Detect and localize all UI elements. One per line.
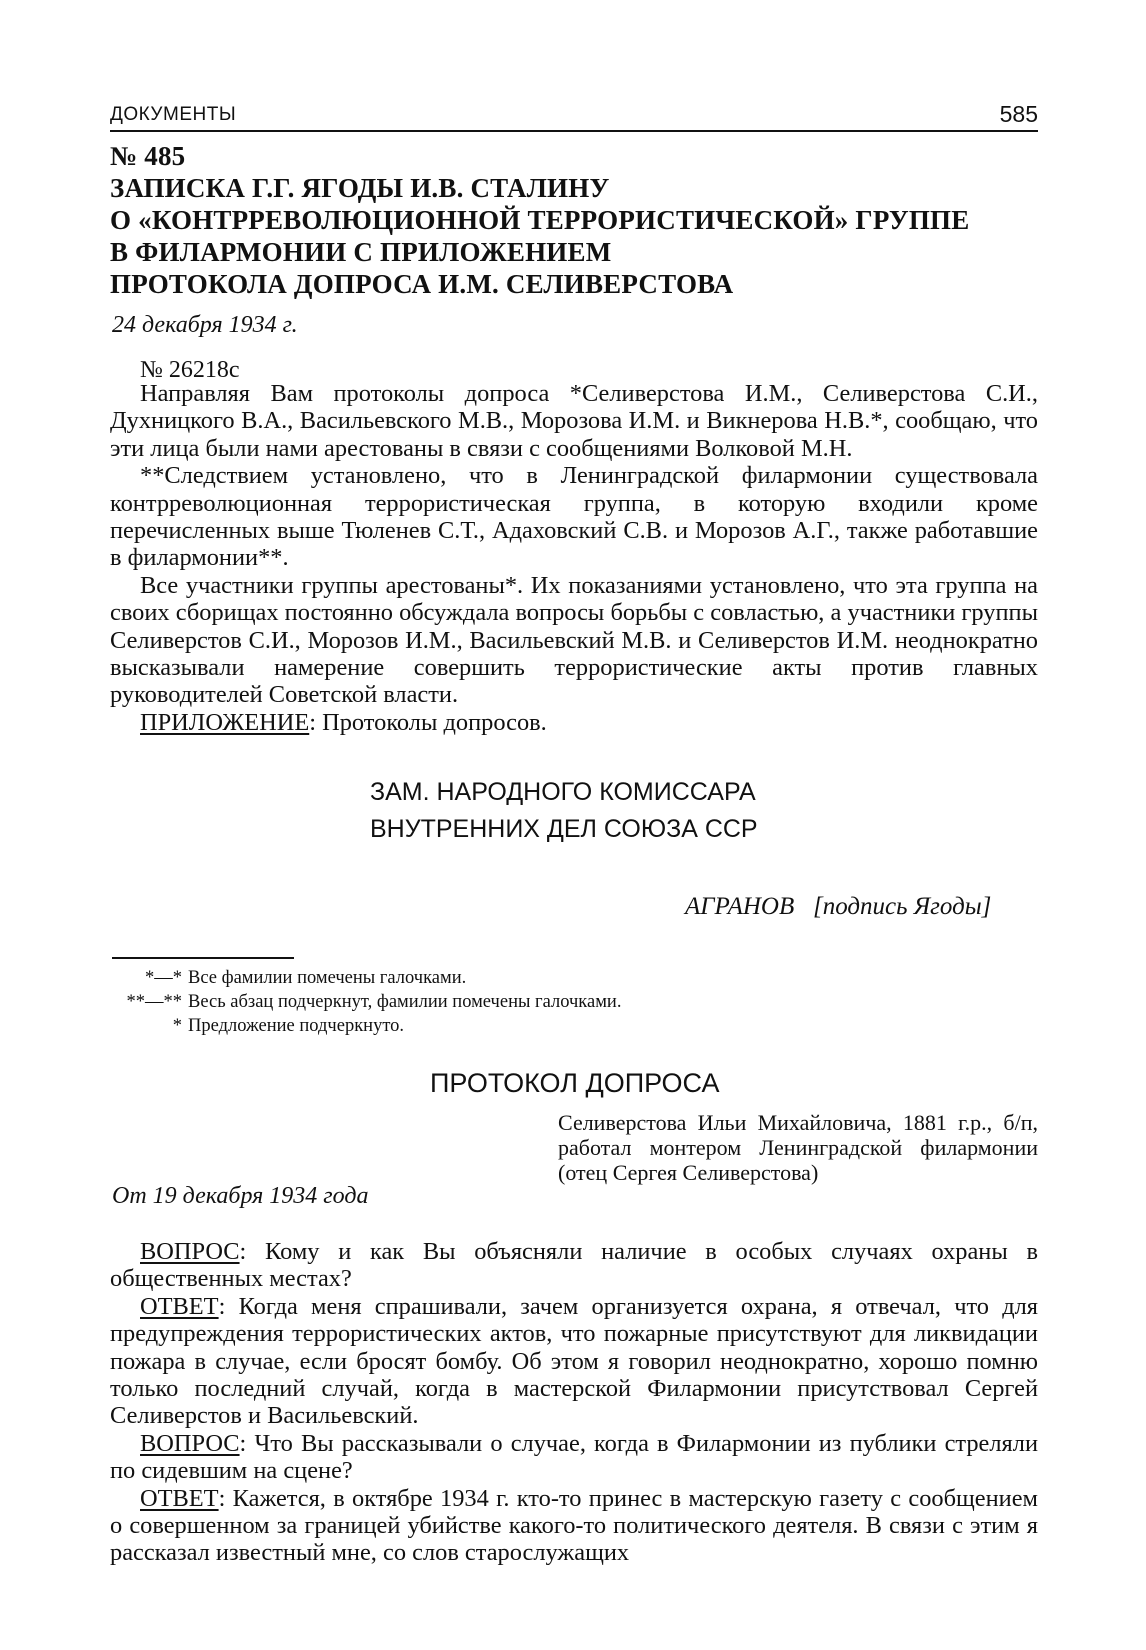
protocol-person: Селиверстова Ильи Михайловича, 1881 г.р., б/п, работал монтером Ленинградской филармонии (отец Сергея Селиверстова) xyxy=(558,1110,1038,1185)
qa-question xyxy=(110,1430,1038,1485)
signature-note xyxy=(800,893,991,920)
interrogation-body xyxy=(110,1238,1038,1567)
title-line: ПРОТОКОЛА ДОПРОСА И.М. СЕЛИВЕРСТОВА xyxy=(110,269,734,299)
footnote-mark: **—** xyxy=(126,992,182,1012)
protocol-title: ПРОТОКОЛ ДОПРОСА xyxy=(430,1068,720,1098)
appendix-label: ПРИЛОЖЕНИЕ xyxy=(140,708,310,736)
qa-answer xyxy=(110,1485,1038,1567)
qa-text: : Кажется, в октябре 1934 г. кто-то принес в мастерскую газету с сообщением о совершенном за границей убийстве какого-то политического деятеля. В связи с этим я рассказал известный мне, со слов старослужащих xyxy=(110,1484,1038,1567)
footnote-divider xyxy=(112,957,294,959)
qa-label: ВОПРОС xyxy=(140,1429,240,1457)
signature-title-1: ЗАМ. НАРОДНОГО КОМИССАРА xyxy=(370,778,756,806)
paragraph: Все участники группы арестованы*. Их показаниями установлено, что эта группа на своих сборищах постоянно обсуждала вопросы борьбы с совластью, а участники группы Селиверстов С.И., Морозов И.М., Васильевский М.В. и Селиверстов И.М. неоднократно высказывали намерение совершить террористические акты против главных руководителей Советской власти. xyxy=(110,571,1038,709)
protocol-date: От 19 декабря 1934 года xyxy=(112,1183,369,1209)
qa-text: : Что Вы рассказывали о случае, когда в Филармонии из публики стреляли по сидевшим на сцене? xyxy=(110,1429,1038,1485)
document-date: 24 декабря 1934 г. xyxy=(112,312,298,338)
paragraph: **Следствием установлено, что в Ленинградской филармонии существовала контрреволюционная террористическая группа, в которую входили кроме перечисленных выше Тюленев С.Т., Адаховский С.В. и Морозов А.Г., также работавшие в филармонии**. xyxy=(110,462,1038,572)
qa-text: : Кому и как Вы объясняли наличие в особых случаях охраны в общественных местах? xyxy=(110,1238,1038,1293)
signature-title-2: ВНУТРЕННИХ ДЕЛ СОЮЗА ССР xyxy=(370,815,758,843)
section-title: ДОКУМЕНТЫ xyxy=(110,104,237,125)
qa-label: ОТВЕТ xyxy=(140,1292,219,1320)
footnote xyxy=(112,990,621,1014)
memo-body xyxy=(110,380,1038,736)
document-heading xyxy=(110,140,1040,300)
footnote-text: Весь абзац подчеркнут, фамилии помечены галочками. xyxy=(188,992,622,1012)
footnote-text: Все фамилии помечены галочками. xyxy=(188,968,467,988)
reference-number: № 26218с xyxy=(140,357,240,383)
footnote-mark: * xyxy=(172,1016,182,1036)
qa-label: ВОПРОС xyxy=(140,1238,240,1265)
paragraph: Направляя Вам протоколы допроса *Селиверстова И.М., Селиверстова С.И., Духницкого В.А., Васильевского М.В., Морозова И.М. и Викнерова Н.В.*, сообщаю, что эти лица были нами арестованы в связи с сообщениями Волковой М.Н. xyxy=(110,380,1038,462)
title-line: ЗАПИСКА Г.Г. ЯГОДЫ И.В. СТАЛИНУ xyxy=(110,173,610,203)
qa-label: ОТВЕТ xyxy=(140,1484,219,1512)
footnote-mark: *—* xyxy=(145,968,182,988)
document-number: № 485 xyxy=(110,141,186,171)
running-header xyxy=(110,96,1038,132)
footnote-text: Предложение подчеркнуто. xyxy=(188,1016,405,1036)
qa-answer xyxy=(110,1293,1038,1430)
qa-question xyxy=(110,1238,1038,1293)
qa-text: : Когда меня спрашивали, зачем организуется охрана, я отвечал, что для предупреждения террористических актов, что пожарные присутствуют для ликвидации пожара в случае, если бросят бомбу. Об этом я говорил неоднократно, хорошо помню только последний случай, когда в мастерской Филармонии присутствовал Сергей Селиверстов и Васильевский. xyxy=(110,1292,1038,1430)
appendix-text: : Протоколы допросов. xyxy=(309,708,547,736)
page-number: 585 xyxy=(999,101,1038,127)
signature-note-text: [подпись Ягоды] xyxy=(812,893,992,920)
footnotes xyxy=(112,966,621,1038)
footnote xyxy=(112,966,621,990)
appendix-line xyxy=(110,709,1038,736)
signature-block xyxy=(685,893,991,921)
footnote xyxy=(112,1014,621,1038)
title-line: В ФИЛАРМОНИИ С ПРИЛОЖЕНИЕМ xyxy=(110,237,612,267)
signature-name: АГРАНОВ xyxy=(685,893,795,920)
title-line: О «КОНТРРЕВОЛЮЦИОННОЙ ТЕРРОРИСТИЧЕСКОЙ» ГРУППЕ xyxy=(110,205,970,235)
